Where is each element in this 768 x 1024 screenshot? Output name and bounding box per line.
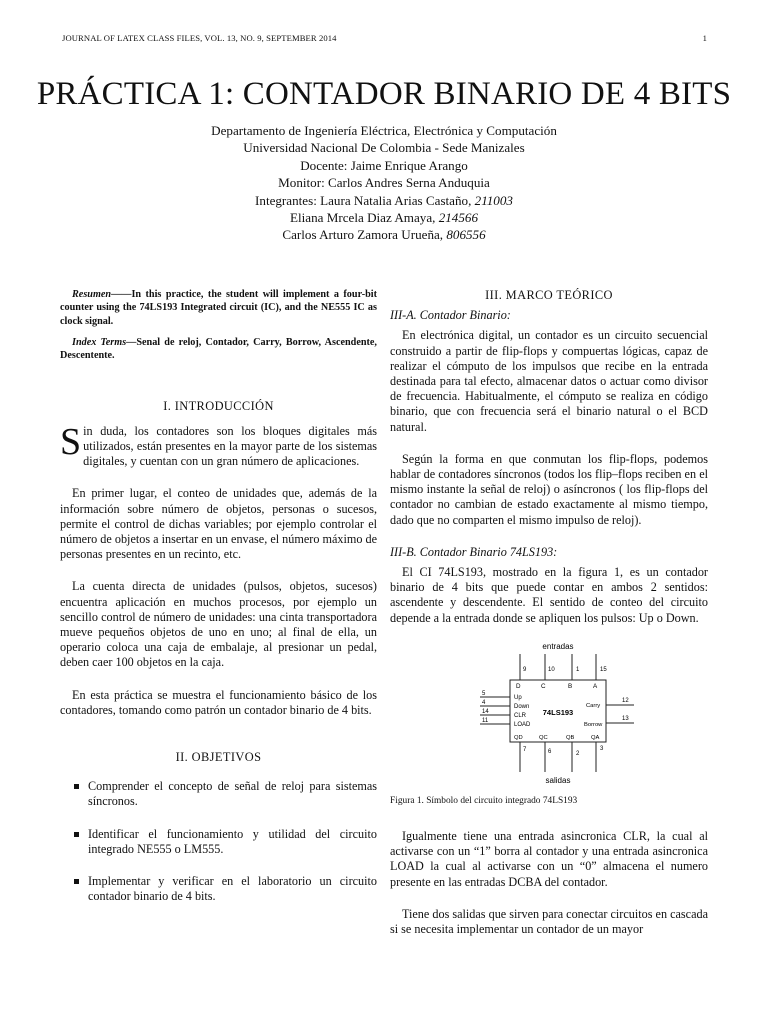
marco-a-paragraph-1: En electrónica digital, un contador es un circuito secuencial construido a partir de flip-flops y compuertas lógicas, capaz de realizar el cómputo de los impulsos que recibe en la entrada destinada para tal efecto, almacenar datos o actuar como divisor de frecuencia. Habitualmente, el cómputo se realiza en código binario, que con frecuencia será el binario natural o el BCD natural. (390, 328, 708, 434)
svg-text:10: 10 (548, 666, 555, 673)
right-pin-numbers (622, 698, 629, 722)
bullet-icon (74, 784, 79, 789)
svg-text:9: 9 (523, 666, 527, 673)
ic-symbol-diagram (390, 638, 708, 788)
page-number: 1 (702, 33, 707, 43)
objective-item: Identificar el funcionamiento y utilidad del circuito integrado NE555 o LM555. (60, 827, 377, 857)
svg-text:7: 7 (523, 746, 527, 753)
abstract: Resumen——In this practice, the student will implement a four-bit counter using the 74LS193 Integrated circuit (IC), and the NE555 IC as clock signal. (60, 289, 377, 327)
svg-text:6: 6 (548, 748, 552, 755)
marco-b-paragraph-2: Igualmente tiene una entrada asincronica CLR, la cual al activarse con un “1” borra al contador y una entrada asincronica LOAD la cual al activarse con un “0” almacena el numero presente en las entradas DCBA del contador. (390, 829, 708, 889)
running-head (62, 33, 707, 43)
section-heading-marco: III. MARCO TEÓRICO (485, 288, 613, 302)
svg-text:13: 13 (622, 715, 629, 722)
member-line-2: Eliana Mrcela Diaz Amaya, 214566 (290, 210, 478, 226)
journal-line: JOURNAL OF LATEX CLASS FILES, VOL. 13, NO. 9, SEPTEMBER 2014 (62, 33, 337, 43)
svg-text:QB: QB (566, 734, 575, 741)
member-id-2: 214566 (438, 210, 478, 226)
svg-text:QC: QC (539, 734, 548, 741)
member-id-1: 211003 (474, 192, 513, 208)
bullet-icon (74, 832, 79, 837)
right-column (390, 288, 708, 937)
bottom-pin-numbers (523, 746, 604, 757)
department-line: Departamento de Ingeniería Eléctrica, Electrónica y Computación (211, 123, 557, 138)
left-column (60, 288, 377, 921)
entradas-label: entradas (542, 641, 574, 651)
figure-caption: Figura 1. Símbolo del circuito integrado 74LS193 (390, 795, 578, 806)
svg-text:Carry: Carry (586, 702, 601, 709)
marco-a-paragraph-2: Según la forma en que conmutan los flip-flops, podemos hablar de contadores síncronos (todos los flip–flops reciben en el mismo instante la señal de reloj) o asíncronos ( los flip-flops del contador no cambian de estado exactamente al mismo tiempo, dado que no comparten el mismo impulso de reloj). (390, 451, 708, 527)
svg-text:2: 2 (576, 750, 580, 757)
chip-name: 74LS193 (542, 707, 574, 717)
svg-text:QD: QD (514, 734, 523, 741)
objective-item: Comprender el concepto de señal de reloj para sistemas síncronos. (60, 779, 377, 809)
svg-text:C: C (541, 682, 546, 690)
member-id-3: 806556 (446, 227, 486, 243)
bullet-icon (74, 879, 79, 884)
intro-paragraph-4: En esta práctica se muestra el funcionamiento básico de los contadores, tomando como patrón un contador binario de 4 bits. (60, 687, 377, 717)
svg-text:14: 14 (482, 708, 489, 715)
paper-title: PRÁCTICA 1: CONTADOR BINARIO DE 4 BITS (36, 76, 732, 112)
svg-text:Up: Up (514, 694, 522, 701)
top-pin-numbers (523, 667, 607, 673)
svg-text:B: B (568, 682, 573, 690)
objectives-list (60, 779, 377, 904)
svg-text:3: 3 (600, 745, 604, 752)
svg-text:D: D (516, 682, 521, 690)
section-heading-introduccion: I. INTRODUCCIÓN (163, 399, 274, 414)
svg-text:12: 12 (622, 697, 629, 704)
svg-text:LOAD: LOAD (514, 721, 531, 728)
member-line-3: Carlos Arturo Zamora Urueña, 806556 (282, 227, 486, 243)
index-terms (60, 336, 377, 363)
svg-text:CLR: CLR (514, 712, 527, 719)
abstract-text: In this practice, the student will implement a four-bit counter using the 74LS193 Integrated circuit (IC), and the NE555 IC as clock signal. (60, 289, 377, 327)
index-terms-label: Index Terms (72, 336, 127, 348)
section-heading-objetivos: II. OBJETIVOS (175, 749, 262, 764)
top-pin-lines (520, 654, 596, 680)
svg-text:11: 11 (482, 717, 489, 724)
figure-74ls193 (390, 638, 708, 788)
objective-item: Implementar y verificar en el laboratorio un circuito contador binario de 4 bits. (60, 874, 377, 904)
left-pin-numbers (482, 691, 489, 724)
svg-text:Borrow: Borrow (584, 721, 603, 728)
right-pin-lines (606, 705, 634, 723)
marco-b-paragraph-1: El CI 74LS193, mostrado en la figura 1, es un contador binario de 4 bits que puede contar en ambos 2 sentidos: ascendente y descendente. El sentido de conteo del circuito depende a la entrada donde se apliquen los pulsos: Up o Down. (390, 565, 708, 625)
svg-text:4: 4 (482, 699, 486, 706)
subsection-heading-a: III-A. Contador Binario: (390, 308, 511, 323)
subsection-heading-b: III-B. Contador Binario 74LS193: (390, 544, 558, 559)
salidas-label: salidas (545, 775, 571, 785)
member-line-1: Integrantes: Laura Natalia Arias Castaño, 211003 (255, 192, 513, 208)
intro-paragraph-2: En primer lugar, el conteo de unidades que, además de la información sobre número de objetos, personas o sucesos, permite el control de dichas variables; por ejemplo controlar el número de objetos a insertar en un envase, el número máximo de personas presentes en un recinto, etc. (60, 486, 377, 562)
intro-paragraph-3: La cuenta directa de unidades (pulsos, objetos, sucesos) encuentra aplicación en muchos procesos, por ejemplo un sencillo control de número de unidades: una cinta transportadora mueve pequeños objetos de uno en uno; al final de ella, un operario coloca una caja de embalaje, al presionar un pedal, deben caer 100 objetos en la caja. (60, 579, 377, 670)
svg-text:5: 5 (482, 690, 486, 697)
svg-text:1: 1 (576, 666, 580, 673)
bottom-pin-lines (520, 742, 596, 772)
svg-text:A: A (593, 682, 598, 690)
marco-b-paragraph-3: Tiene dos salidas que sirven para conectar circuitos en cascada si se necesita implementar un contador de un mayor (390, 906, 708, 937)
drop-cap: S (60, 420, 82, 463)
svg-text:Down: Down (514, 703, 530, 710)
monitor-line: Monitor: Carlos Andres Serna Anduquia (278, 175, 490, 191)
svg-text:QA: QA (591, 734, 600, 741)
university-line: Universidad Nacional De Colombia - Sede Manizales (243, 140, 525, 156)
index-terms-text: —Senal de reloj, Contador, Carry, Borrow, Ascendente, Descentente. (60, 336, 377, 362)
svg-text:15: 15 (600, 666, 607, 673)
abstract-label: Resumen (72, 289, 112, 300)
docente-line: Docente: Jaime Enrique Arango (300, 157, 468, 173)
author-block (0, 122, 768, 244)
intro-paragraph-1: Sin duda, los contadores son los bloques digitales más utilizados, están presentes en la mayor parte de los sistemas digitales, y cuentan con un gran número de aplicaciones. (60, 420, 377, 469)
